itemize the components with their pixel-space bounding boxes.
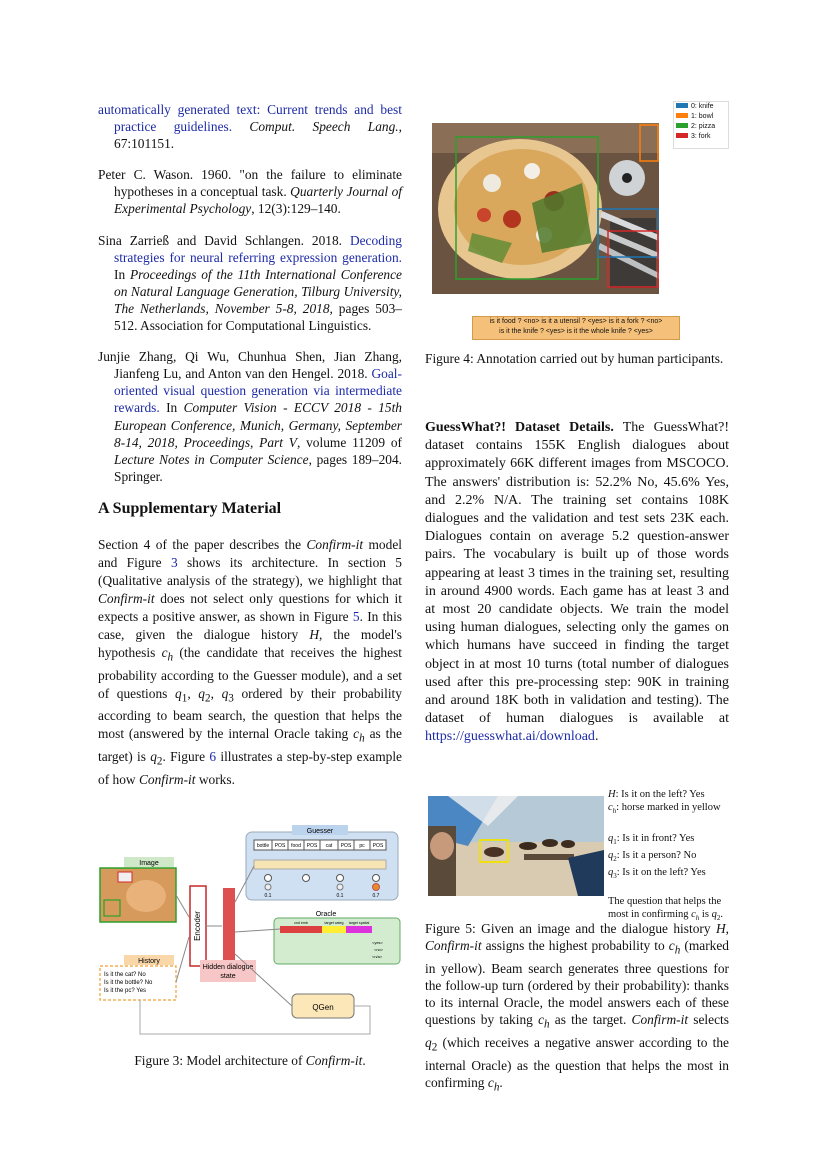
guesswhat-paragraph: GuessWhat?! Dataset Details. The GuessWhat?! dataset contains 155K English dialogues about approximately 66K different images from MSCOCO. The answers' distribution is: 52.2% No, 45.6% Yes, and 2.2% N/A. The training set contains 108K dialogues and the validation and test sets 23K each. Dialogues contain on average 5.2 question-answer pairs. The vocabulary is built up of those words appearing at least 3 times in the training set, resulting in around 4900 words. Each game has at least 3 and at most 20 candidate objects. We train the model using human dialogues, selecting only the games on which humans have succeed in finding the target object in at most 10 turns (total number of dialogues used after this pre-processing step: 90K in training and around 18K both in validation and testing). The dataset of human dialogues is available at https://guesswhat.ai/download. [425,420,729,745]
legend-item: 2: pizza [674,122,728,132]
fig5-q3-line: $q_3$: Is it on the left? Yes [608,867,706,881]
section-heading: A Supplementary Material [98,500,282,517]
guesser-label: Guesser [306,828,334,835]
guesser-token: bottle [256,843,270,849]
fig5-hypothesis-line: $c_h$: horse marked in yellow [608,802,721,816]
oracle-token: target categ [324,921,344,925]
fig5-q1-line: $q_1$: Is it in front? Yes [608,833,695,847]
guesswhat-download-link[interactable]: https://guesswhat.ai/download [425,729,595,745]
guesser-prob: 0.1 [264,893,272,899]
oracle-output: <n/a> [372,954,383,959]
legend-swatch [676,123,688,128]
figure-4-caption: Figure 4: Annotation carried out by human participants. [425,351,724,366]
guesser-token: POS [306,843,318,849]
reference-link[interactable]: automatically generated text: Current trends and best practice guidelines. [98,102,402,135]
figure-ref-3[interactable]: 3 [170,555,178,570]
section-paragraph: Section 4 of the paper describes the Confirm-it model and Figure 3 shows its architecture. In section 5 (Qualitative analysis of the strategy), we highlight that Confirm-it does not select only questions for which it expects a positive answer, as shown in Figure 5. In this case, given the dialogue history H, the model's hypothesis $c_h$ (the candidate that receives the highest probability according to the Guesser module), and a set of questions $q_1$, $q_2$, $q_3$ ordered by their probability according to beam search, the question that helps the most (answered by the internal Oracle taking $c_h$ as the target) is $q_2$. Figure 6 illustrates a step-by-step example of how Confirm-it works. [98,537,402,787]
reference-reiter: automatically generated text: Current trends and best practice guidelines. Comput. Speech Lang., 67:101151. [98,102,402,152]
guesser-token: POS [372,843,384,849]
figure-ref-5[interactable]: 5 [352,609,360,624]
legend-swatch [676,133,688,138]
guesser-prob: 0.1 [336,893,344,899]
figure-4-dialogue: is it food ? <no> is it a utensil ? <yes> is it a fork ? <no> is it the knife ? <yes> is it the whole knife ? <yes> [472,316,680,340]
history-line: Is it the bottle? No [104,980,153,986]
fig5-help-line: The question that helps the [608,896,722,908]
figure-ref-6[interactable]: 6 [209,749,217,765]
figure-3-architecture [96,822,406,1042]
history-line: Is it the cat? No [104,972,146,978]
fig5-help-line: most in confirming $c_h$ is $q_2$. [608,909,723,923]
oracle-token: cnd emb [294,921,308,925]
guesser-token: POS [340,843,352,849]
figure-5-annotations [608,788,738,925]
guesser-prob: 0.7 [372,893,380,899]
reference-zarriess: Sina Zarrieß and David Schlangen. 2018. Decoding strategies for neural referring expression generation. In Proceedings of the 11th International Conference on Natural Language Generation, Tilburg University, The Netherlands, November 5-8, 2018, pages 503–512. Association for Computational Linguistics. [98,232,402,334]
qgen-label: QGen [312,1003,334,1012]
encoder-label: Encoder [193,911,202,941]
guesser-token: cat [325,843,333,849]
oracle-output: <no> [374,947,384,952]
fig5-history-line: H: Is it on the left? Yes [608,789,705,800]
guesser-token: pc [359,843,365,849]
guesser-token: food [291,843,301,849]
history-line: Is it the pc? Yes [104,988,147,994]
references-list [98,101,402,499]
legend-swatch [676,103,688,108]
figure-4-legend [673,101,729,149]
hidden-state-label: Hidden dialogue [202,964,254,971]
oracle-output: <yes> [372,940,383,945]
fig5-q2-line: $q_2$: Is it a person? No [608,850,697,864]
hidden-state-bar [223,888,235,966]
figure-5-photo [428,796,604,896]
history-label: History [138,958,160,965]
reference-link[interactable]: Goal-oriented visual question generation via intermediate rewards. [114,366,402,416]
legend-item: 3: fork [674,132,728,142]
guesser-embedding-row [254,860,386,869]
hidden-state-label: state [220,973,236,980]
legend-item: 0: knife [674,102,728,112]
reference-link[interactable]: Decoding strategies for neural referring expression generation. [114,232,402,265]
legend-item: 1: bowl [674,112,728,122]
figure-5-caption: Figure 5: Given an image and the dialogue history H, Confirm-it assigns the highest probability to $c_h$ (marked in yellow). Beam search generates three questions for the follow-up turn (ordered by their probability): thanks to its internal Oracle, the model answers each of these questions by taking $c_h$ as the target. Confirm-it selects $q_2$ (which receives a negative answer according to the internal Oracle) as the question that helps the most in confirming $c_h$. [425,921,729,1094]
oracle-label: Oracle [315,911,337,918]
image-label: Image [139,860,159,867]
reference-wason: Peter C. Wason. 1960. "on the failure to eliminate hypotheses in a conceptual task. Quarterly Journal of Experimental Psychology, 12(3):129–140. [98,167,403,217]
legend-swatch [676,113,688,118]
oracle-token: target spatial [348,921,370,925]
reference-zhang: Junjie Zhang, Qi Wu, Chunhua Shen, Jian Zhang, Jianfeng Lu, and Anton van den Hengel. 2018. Goal-oriented visual question generation via intermediate rewards. In Computer Vision - ECCV 2018 - 15th European Conference, Munich, Germany, September 8-14, 2018, Proceedings, Part V, volume 11209 of Lecture Notes in Computer Science, pages 189–204. Springer. [98,349,403,484]
figure-3-caption: Figure 3: Model architecture of Confirm-it. [134,1053,366,1068]
guesser-token: POS [274,843,286,849]
figure-4-photo [432,123,659,294]
